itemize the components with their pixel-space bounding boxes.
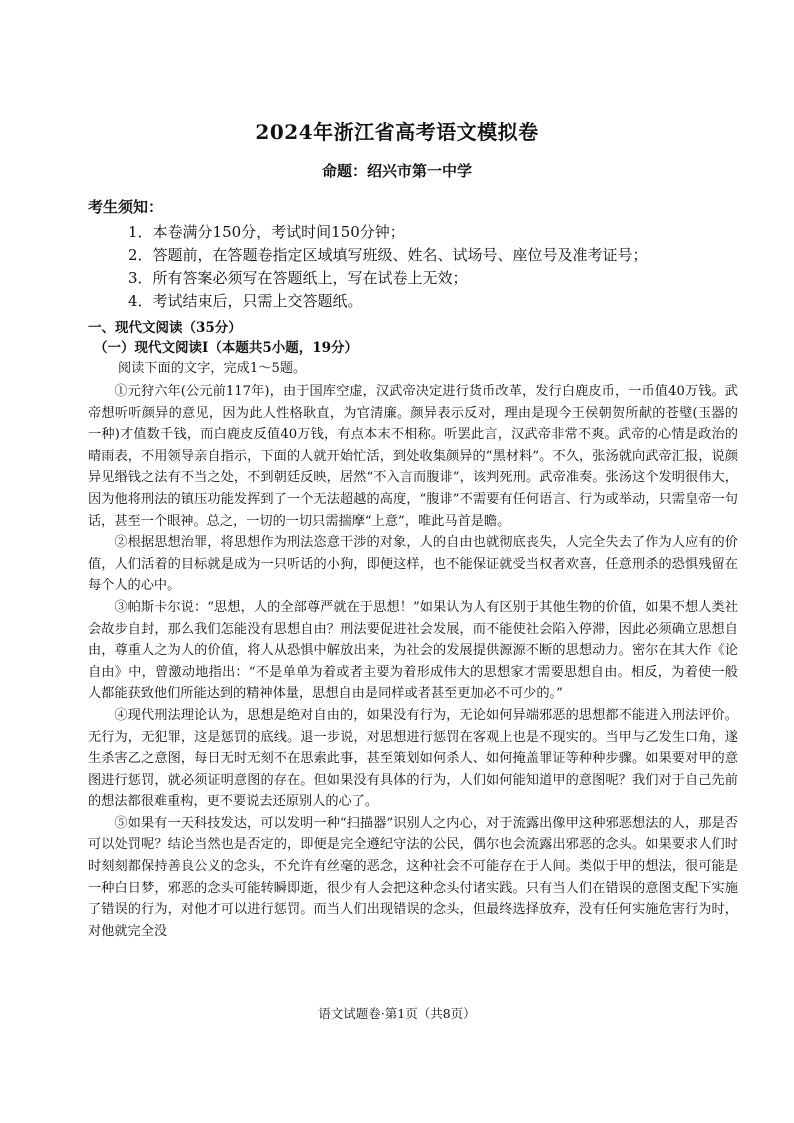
passage-paragraph-2: ②根据思想治罪，将思想作为刑法恣意干涉的对象，人的自由也就彻底丧失，人完全失去了作为人应有的价值，人们活着的目标就是成为一只听话的小狗，即便这样，也不能保证就受当权者欢喜，任意刑杀的恐惧残留在每个人的心中。 <box>88 535 738 594</box>
notice-item-2: 2．答题前，在答题卷指定区域填写班级、姓名、试场号、座位号及准考证号； <box>128 246 648 264</box>
exam-author: 命题：绍兴市第一中学 <box>321 162 472 180</box>
section-title: 一、现代文阅读（35分） <box>88 320 242 336</box>
notice-item-3: 3．所有答案必须写在答题纸上，写在试卷上无效； <box>128 269 468 287</box>
candidate-notice <box>88 196 728 313</box>
passage-paragraph-5: ⑤如果有一天科技发达，可以发明一种“扫描器”识别人之内心，对于流露出像甲这种邪恶想法的人，那是否可以处罚呢？结论当然也是否定的，即便是完全遵纪守法的公民，偶尔也会流露出邪恶的念头。如果要求人们时时刻刻都保持善良公义的念头，不允许有丝毫的恶念，这种社会不可能存在于人间。类似于甲的想法，很可能是一种白日梦，邪恶的念头可能转瞬即逝，很少有人会把这种念头付诸实践。只有当人们在错误的意图支配下实施了错误的行为，对他才可以进行惩罚。而当人们出现错误的念头，但最终选择放弃，没有任何实施危害行为时，对他就完全没 <box>88 815 738 939</box>
passage-paragraph-3: ③帕斯卡尔说：“思想，人的全部尊严就在于思想！”如果认为人有区别于其他生物的价值，如果不想人类社会故步自封，那么我们怎能没有思想自由？刑法要促进社会发展，而不能使社会陷入停滞，因此必须确立思想自由，尊重人之为人的价值，将人从恐惧中解放出来，为社会的发展提供源源不断的思想动力。密尔在其大作《论自由》中，曾激动地指出：“不是单单为着或者主要为着形成伟大的思想家才需要思想自由。相反，为着使一般人都能获致他们所能达到的精神体量，思想自由是同样或者甚至更加必不可少的。” <box>88 599 738 702</box>
exam-title: 2024年浙江省高考语文模拟卷 <box>255 120 539 144</box>
reading-instruction: 阅读下面的文字，完成1～5题。 <box>118 361 307 376</box>
notice-item-1: 1．本卷满分150分，考试时间150分钟； <box>128 223 405 241</box>
subsection-title: （一）现代文阅读Ⅰ（本题共5小题，19分） <box>94 340 358 356</box>
reading-section <box>88 318 738 942</box>
notice-heading: 考生须知： <box>88 198 164 216</box>
passage-paragraph-4: ④现代刑法理论认为，思想是绝对自由的，如果没有行为，无论如何异端邪恶的思想都不能进入刑法评价。无行为，无犯罪，这是惩罚的底线。退一步说，对思想进行惩罚在客观上也是不现实的。当甲与乙发生口角，遂生杀害乙之意图，每日无时无刻不在思索此事，甚至策划如何杀人、如何掩盖罪证等种种步骤。如果要对甲的意图进行惩罚，就必须证明意图的存在。但如果没有具体的行为，人们如何能知道甲的意图呢？我们对于自己先前的想法都很难重构，更不要说去还原别人的心了。 <box>88 707 738 810</box>
passage-paragraph-1: ①元狩六年(公元前117年)，由于国库空虚，汉武帝决定进行货币改革，发行白鹿皮币，一币值40万钱。武帝想听听颜异的意见，因为此人性格耿直，为官清廉。颜异表示反对，理由是现今王侯朝贺所献的苍璧(玉器的一种)才值数千钱，而白鹿皮反值40万钱，有点本末不相称。听罢此言，汉武帝非常不爽。武帝的心情是政治的晴雨表，不用领导亲自指示，下面的人就开始忙活，到处收集颜异的“黑材料”。不久，张汤就向武帝汇报，说颜异见缗钱之法有不当之处，不到朝廷反映，居然“不入言而腹诽”，该判死刑。武帝准奏。张汤这个发明很伟大，因为他将刑法的镇压功能发挥到了一个无法超越的高度，“腹诽”不需要有任何语言、行为或举动，只需皇帝一句话，甚至一个眼神。总之，一切的一切只需揣摩“上意”，唯此马首是瞻。 <box>88 384 738 529</box>
passage <box>88 381 738 942</box>
notice-item-4: 4．考试结束后，只需上交答题纸。 <box>128 292 363 310</box>
page-footer: 语文试题卷·第1页（共8页） <box>318 1006 476 1021</box>
